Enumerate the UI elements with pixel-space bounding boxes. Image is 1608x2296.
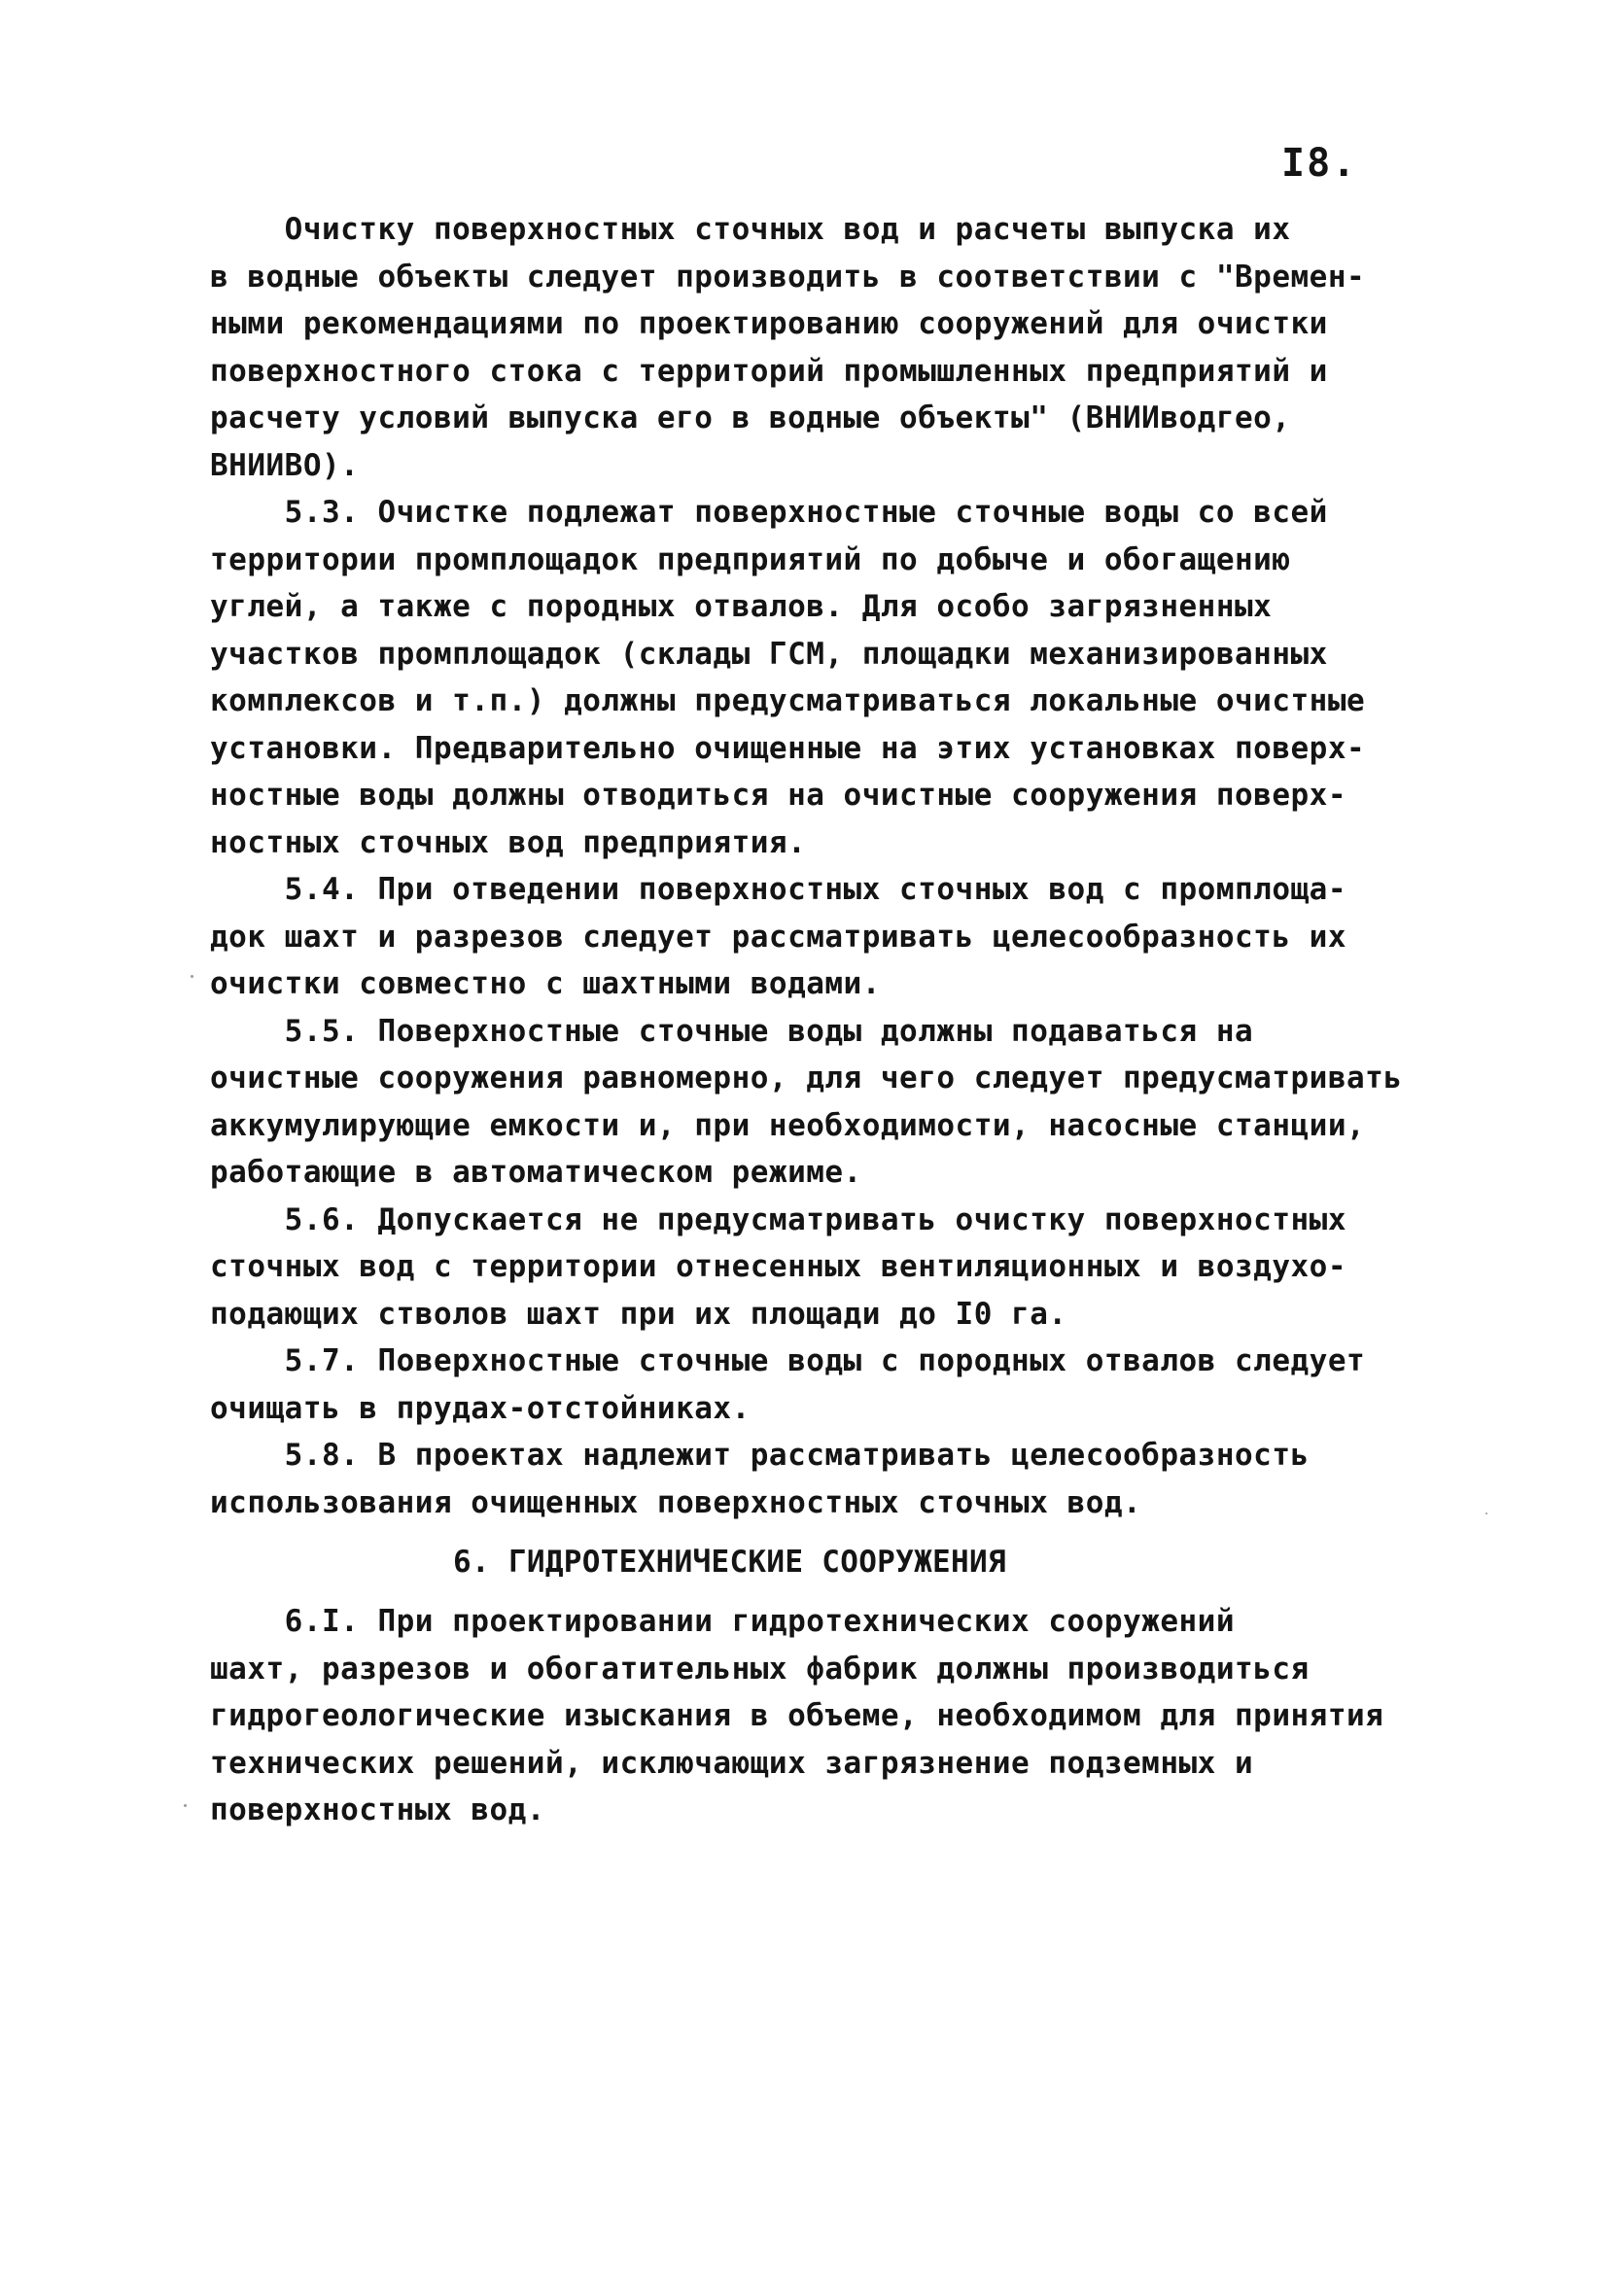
text-line: технических решений, исключающих загрязнение подземных и [210,1745,1254,1781]
text-line: ными рекомендациями по проектированию сооружений для очистки [210,306,1328,341]
document-body [210,206,1425,1834]
text-line: поверхностного стока с территорий промышленных предприятий и [210,353,1328,389]
text-line: ностных сточных вод предприятия. [210,824,807,860]
text-line: шахт, разрезов и обогатительных фабрик должны производиться [210,1651,1310,1687]
text-line: 5.5. Поверхностные сточные воды должны подаваться на [210,1013,1254,1049]
text-line: очищать в прудах-отстойниках. [210,1390,751,1426]
paragraph-5-7 [210,1338,1425,1432]
paragraph-5-5 [210,1008,1425,1197]
text-line: в водные объекты следует производить в соответствии с "Времен- [210,259,1366,295]
text-line: углей, а также с породных отвалов. Для особо загрязненных [210,589,1273,624]
text-line: 5.7. Поверхностные сточные воды с породных отвалов следует [210,1343,1366,1378]
text-line: установки. Предварительно очищенные на этих установках поверх- [210,730,1366,766]
text-line: участков промплощадок (склады ГСМ, площадки механизированных [210,636,1328,672]
text-line: расчету условий выпуска его в водные объекты" (ВНИИводгео, [210,400,1291,435]
page-number: I8. [1281,141,1358,186]
text-line: поверхностных вод. [210,1792,545,1827]
text-line: территории промплощадок предприятий по добыче и обогащению [210,541,1291,577]
text-line: комплексов и т.п.) должны предусматриваться локальные очистные [210,683,1366,718]
paragraph-5-8 [210,1432,1425,1526]
paragraph-intro [210,206,1425,489]
scan-speck [191,975,193,978]
paragraph-5-3 [210,489,1425,866]
text-line: использования очищенных поверхностных сточных вод. [210,1484,1142,1520]
text-line: док шахт и разрезов следует рассматривать целесообразность их [210,919,1346,955]
text-line: подающих стволов шахт при их площади до I0 га. [210,1296,1067,1332]
paragraph-5-4 [210,866,1425,1008]
text-line: 5.6. Допускается не предусматривать очистку поверхностных [210,1201,1346,1237]
text-line: ностные воды должны отводиться на очистные сооружения поверх- [210,778,1346,813]
scan-speck [1486,1513,1487,1514]
text-line: работающие в автоматическом режиме. [210,1155,862,1190]
text-line: 5.8. В проектах надлежит рассматривать целесообразность [210,1438,1310,1473]
text-line: очистные сооружения равномерно, для чего следует предусматривать [210,1061,1403,1096]
paragraph-5-6 [210,1197,1425,1339]
paragraph-6-1 [210,1598,1425,1834]
text-line: аккумулирующие емкости и, при необходимости, насосные станции, [210,1107,1366,1143]
scan-speck [184,1804,187,1807]
text-line: 6.I. При проектировании гидротехнических сооружений [210,1604,1235,1639]
text-line: сточных вод с территории отнесенных вентиляционных и воздухо- [210,1249,1346,1284]
text-line: Очистку поверхностных сточных вод и расчеты выпуска их [210,212,1291,247]
text-line: очистки совместно с шахтными водами. [210,966,881,1001]
text-line: гидрогеологические изыскания в объеме, необходимом для принятия [210,1698,1384,1733]
text-line: 5.4. При отведении поверхностных сточных вод с промплоща- [210,872,1346,907]
text-line: 5.3. Очистке подлежат поверхностные сточные воды со всей [210,495,1328,530]
section-heading: 6. ГИДРОТЕХНИЧЕСКИЕ СООРУЖЕНИЯ [453,1545,1006,1580]
text-line: ВНИИВО). [210,447,360,483]
